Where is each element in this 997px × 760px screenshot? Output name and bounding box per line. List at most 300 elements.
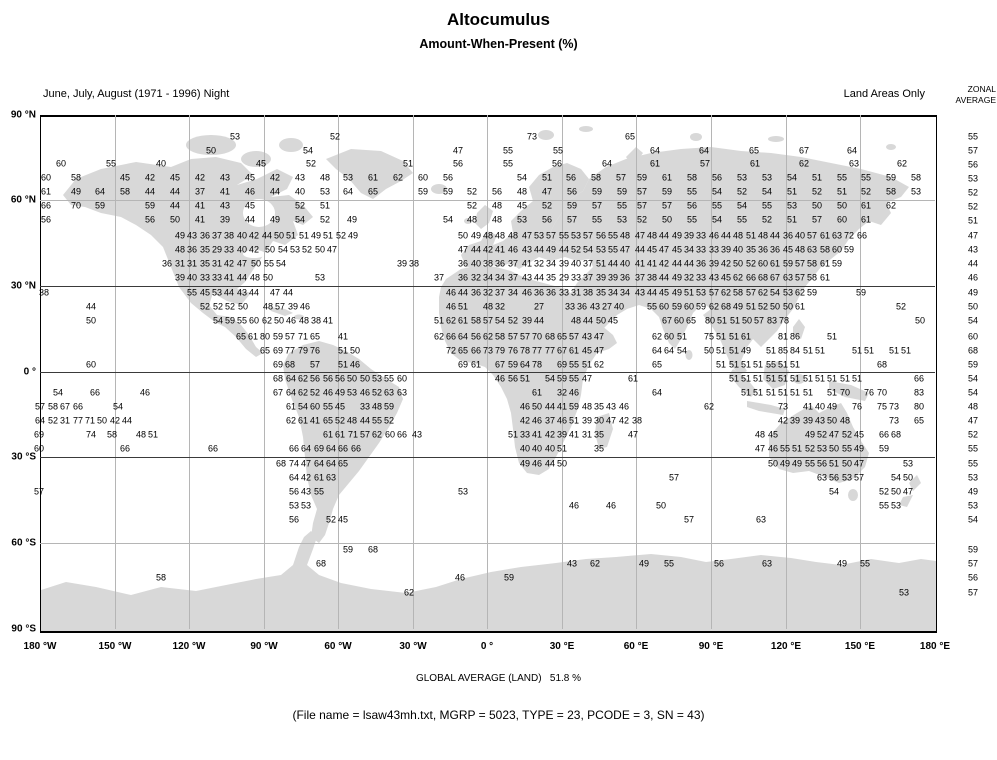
grid-value: 63 [325, 472, 337, 483]
grid-value: 51 [752, 373, 764, 384]
grid-value: 55 [765, 359, 777, 370]
grid-value: 68 [757, 272, 769, 283]
grid-value: 50 [655, 500, 667, 511]
grid-value: 55 [736, 214, 748, 225]
grid-value: 40 [814, 401, 826, 412]
grid-value: 49 [779, 458, 791, 469]
grid-value: 57 [309, 359, 321, 370]
grid-value: 56 [541, 214, 553, 225]
grid-value: 61 [819, 258, 831, 269]
grid-value: 66 [350, 443, 362, 454]
grid-value: 60 [55, 158, 67, 169]
grid-value: 65 [457, 345, 469, 356]
grid-value: 64 [94, 186, 106, 197]
grid-value: 56 [686, 200, 698, 211]
grid-value: 77 [72, 415, 84, 426]
grid-value: 46 [285, 315, 297, 326]
grid-value: 53 [289, 244, 301, 255]
grid-value: 42 [519, 415, 531, 426]
grid-value: 54 [544, 373, 556, 384]
grid-value: 52 [301, 244, 313, 255]
grid-value: 59 [661, 186, 673, 197]
grid-value: 38 [38, 287, 50, 298]
grid-value: 55 [878, 500, 890, 511]
grid-value: 35 [593, 443, 605, 454]
grid-value: 48 [839, 415, 851, 426]
grid-value: 54 [442, 214, 454, 225]
grid-value: 32 [556, 387, 568, 398]
grid-value: 53 [841, 472, 853, 483]
grid-value: 39 [558, 258, 570, 269]
grid-value: 70 [531, 331, 543, 342]
grid-value: 54 [302, 145, 314, 156]
grid-value: 51 [507, 429, 519, 440]
grid-value: 45 [255, 158, 267, 169]
grid-value: 48 [619, 230, 631, 241]
grid-value: 37 [582, 272, 594, 283]
grid-value: 59 [507, 359, 519, 370]
grid-value: 58 [470, 315, 482, 326]
grid-value: 72 [843, 230, 855, 241]
grid-value: 47 [593, 331, 605, 342]
grid-value: 68 [544, 331, 556, 342]
tasmania [848, 489, 858, 501]
grid-value: 49 [804, 429, 816, 440]
grid-value: 44 [646, 287, 658, 298]
grid-value: 50 [836, 200, 848, 211]
grid-value: 50 [782, 301, 794, 312]
grid-value: 51 [900, 345, 912, 356]
zonal-average-value: 57 [967, 145, 978, 156]
grid-value: 49 [791, 458, 803, 469]
grid-value: 29 [558, 272, 570, 283]
grid-value: 51 [765, 373, 777, 384]
grid-value: 48 [507, 230, 519, 241]
grid-value: 46 [605, 500, 617, 511]
grid-value: 62 [297, 387, 309, 398]
grid-value: 44 [658, 230, 670, 241]
grid-value: 47 [300, 458, 312, 469]
grid-value: 55 [711, 200, 723, 211]
grid-value: 57 [34, 401, 46, 412]
grid-value: 33 [695, 272, 707, 283]
grid-value: 65 [337, 458, 349, 469]
grid-value: 43 [411, 429, 423, 440]
grid-value: 52 [860, 186, 872, 197]
grid-value: 32 [683, 272, 695, 283]
grid-value: 61 [40, 186, 52, 197]
grid-value: 59 [806, 287, 818, 298]
grid-value: 50 [841, 458, 853, 469]
grid-value: 56 [470, 331, 482, 342]
grid-value: 40 [794, 230, 806, 241]
grid-value: 64 [285, 373, 297, 384]
grid-value: 47 [634, 230, 646, 241]
grid-value: 59 [878, 443, 890, 454]
grid-value: 60 [831, 244, 843, 255]
grid-value: 64 [651, 345, 663, 356]
grid-value: 51 [863, 345, 875, 356]
grid-value: 54 [711, 214, 723, 225]
grid-value: 33 [519, 429, 531, 440]
grid-value: 57 [274, 301, 286, 312]
grid-value: 65 [309, 331, 321, 342]
grid-value: 51 [683, 287, 695, 298]
longitude-tick-label: 90 °E [698, 641, 724, 652]
grid-value: 59 [695, 301, 707, 312]
grid-value: 64 [325, 458, 337, 469]
grid-value: 83 [913, 387, 925, 398]
grid-value: 37 [507, 258, 519, 269]
grid-value: 50 [914, 315, 926, 326]
grid-value: 51 [457, 301, 469, 312]
grid-value: 58 [70, 172, 82, 183]
grid-value: 51 [676, 331, 688, 342]
grid-value: 51 [740, 387, 752, 398]
grid-value: 33 [708, 244, 720, 255]
grid-value: 58 [106, 429, 118, 440]
grid-value: 52 [305, 158, 317, 169]
grid-value: 50 [237, 301, 249, 312]
grid-value: 57 [591, 200, 603, 211]
grid-value: 57 [284, 331, 296, 342]
grid-value: 37 [433, 272, 445, 283]
grid-value: 49 [732, 301, 744, 312]
grid-value: 56 [40, 214, 52, 225]
grid-value: 52 [816, 429, 828, 440]
grid-value: 38 [631, 415, 643, 426]
grid-value: 59 [342, 544, 354, 555]
grid-value: 63 [755, 514, 767, 525]
grid-value: 44 [144, 186, 156, 197]
grid-value: 42 [269, 172, 281, 183]
grid-value: 62 [371, 429, 383, 440]
grid-value: 51 [519, 373, 531, 384]
grid-value: 64 [649, 145, 661, 156]
grid-value: 49 [545, 244, 557, 255]
grid-value: 48 [491, 200, 503, 211]
grid-value: 31 [211, 258, 223, 269]
grid-value: 55 [105, 158, 117, 169]
grid-value: 36 [533, 287, 545, 298]
zonal-average-value: 54 [967, 387, 978, 398]
grid-value: 61 [819, 230, 831, 241]
grid-value: 69 [457, 359, 469, 370]
grid-value: 40 [236, 244, 248, 255]
grid-value: 61 [627, 373, 639, 384]
grid-value: 52 [47, 415, 59, 426]
grid-value: 52 [745, 258, 757, 269]
grid-value: 50 [169, 214, 181, 225]
grid-value: 50 [890, 486, 902, 497]
grid-value: 46 [299, 301, 311, 312]
grid-value: 44 [223, 287, 235, 298]
grid-value: 49 [638, 558, 650, 569]
grid-value: 48 [570, 315, 582, 326]
zonal-average-value: 43 [967, 244, 978, 255]
grid-value: 61 [661, 172, 673, 183]
longitude-tick-label: 120 °E [770, 641, 802, 652]
grid-value: 49 [826, 401, 838, 412]
grid-value: 29 [211, 244, 223, 255]
grid-value: 60 [658, 301, 670, 312]
grid-value: 47 [521, 230, 533, 241]
grid-value: 58 [732, 287, 744, 298]
grid-value: 44 [720, 230, 732, 241]
grid-value: 51 [851, 373, 863, 384]
grid-value: 57 [545, 230, 557, 241]
grid-value: 43 [634, 287, 646, 298]
grid-value: 50 [264, 244, 276, 255]
grid-value: 51 [433, 315, 445, 326]
grid-value: 58 [590, 172, 602, 183]
grid-value: 64 [651, 387, 663, 398]
grid-value: 51 [337, 359, 349, 370]
zonal-header-line1: ZONAL [967, 84, 996, 94]
grid-value: 73 [526, 131, 538, 142]
grid-value: 53 [902, 458, 914, 469]
grid-value: 66 [878, 429, 890, 440]
zonal-average-header [936, 84, 996, 106]
grid-value: 58 [686, 172, 698, 183]
grid-value: 44 [121, 415, 133, 426]
grid-value: 76 [851, 401, 863, 412]
grid-value: 52 [334, 415, 346, 426]
grid-value: 68 [275, 458, 287, 469]
grid-value: 54 [676, 345, 688, 356]
grid-value: 44 [470, 244, 482, 255]
grid-value: 52 [895, 301, 907, 312]
grid-value: 50 [741, 315, 753, 326]
grid-value: 48 [174, 244, 186, 255]
grid-value: 62 [593, 359, 605, 370]
grid-value: 59 [616, 186, 628, 197]
grid-value: 83 [766, 315, 778, 326]
grid-value: 51 [752, 359, 764, 370]
grid-value: 59 [782, 258, 794, 269]
grid-value: 51 [777, 387, 789, 398]
grid-value: 43 [521, 244, 533, 255]
grid-value: 47 [619, 244, 631, 255]
grid-value: 49 [269, 214, 281, 225]
grid-value: 57 [615, 172, 627, 183]
grid-value: 57 [853, 472, 865, 483]
grid-value: 64 [313, 458, 325, 469]
grid-value: 59 [591, 186, 603, 197]
grid-value: 48 [466, 214, 478, 225]
grid-value: 40 [294, 186, 306, 197]
grid-value: 51 [581, 359, 593, 370]
grid-value: 62 [285, 415, 297, 426]
grid-value: 38 [310, 315, 322, 326]
grid-value: 44 [671, 258, 683, 269]
land-british-isles [475, 205, 493, 229]
grid-value: 54 [736, 200, 748, 211]
grid-value: 61 [860, 214, 872, 225]
grid-value: 78 [519, 345, 531, 356]
grid-value: 77 [544, 345, 556, 356]
grid-value: 57 [661, 200, 673, 211]
grid-value: 57 [668, 472, 680, 483]
grid-value: 52 [466, 186, 478, 197]
grid-value: 43 [294, 172, 306, 183]
grid-value: 55 [502, 158, 514, 169]
grid-value: 37 [507, 272, 519, 283]
grid-value: 57 [708, 287, 720, 298]
grid-value: 70 [876, 387, 888, 398]
grid-value: 58 [119, 186, 131, 197]
grid-value: 52 [199, 301, 211, 312]
grid-value: 48 [135, 429, 147, 440]
grid-value: 63 [383, 387, 395, 398]
grid-value: 59 [566, 200, 578, 211]
grid-value: 31 [581, 429, 593, 440]
grid-value: 56 [566, 186, 578, 197]
grid-value: 66 [745, 272, 757, 283]
grid-value: 52 [804, 443, 816, 454]
zonal-average-value: 54 [967, 514, 978, 525]
grid-value: 65 [685, 315, 697, 326]
grid-value: 46 [618, 401, 630, 412]
grid-value: 42 [109, 415, 121, 426]
grid-value: 64 [663, 345, 675, 356]
grid-value: 49 [346, 214, 358, 225]
grid-value: 38 [408, 258, 420, 269]
grid-value: 41 [309, 415, 321, 426]
grid-value: 40 [519, 443, 531, 454]
grid-value: 85 [777, 345, 789, 356]
grid-value: 54 [582, 244, 594, 255]
grid-value: 51 [740, 373, 752, 384]
grid-value: 50 [828, 443, 840, 454]
grid-value: 50 [205, 145, 217, 156]
grid-value: 58 [885, 186, 897, 197]
grid-value: 51 [802, 373, 814, 384]
grid-value: 57 [745, 287, 757, 298]
grid-value: 66 [337, 443, 349, 454]
grid-value: 54 [297, 401, 309, 412]
grid-value: 55 [686, 214, 698, 225]
zonal-average-value: 51 [967, 215, 978, 226]
parallel-line [40, 372, 935, 373]
grid-value: 46 [507, 244, 519, 255]
grid-value: 61 [749, 158, 761, 169]
zonal-average-value: 52 [967, 201, 978, 212]
grid-value: 50 [703, 345, 715, 356]
grid-value: 41 [337, 331, 349, 342]
grid-value: 47 [236, 258, 248, 269]
grid-value: 48 [491, 214, 503, 225]
grid-value: 51 [811, 172, 823, 183]
grid-value: 38 [223, 230, 235, 241]
grid-value: 51 [888, 345, 900, 356]
grid-value: 67 [769, 272, 781, 283]
grid-value: 33 [223, 244, 235, 255]
grid-value: 49 [70, 186, 82, 197]
grid-value: 42 [658, 258, 670, 269]
grid-value: 64 [698, 145, 710, 156]
grid-value: 53 [761, 172, 773, 183]
zonal-average-value: 50 [967, 301, 978, 312]
grid-value: 65 [624, 131, 636, 142]
grid-value: 51 [715, 359, 727, 370]
grid-value: 53 [457, 486, 469, 497]
zonal-average-value: 55 [967, 443, 978, 454]
grid-value: 54 [52, 387, 64, 398]
grid-value: 56 [565, 172, 577, 183]
grid-value: 73 [888, 401, 900, 412]
grid-value: 67 [272, 387, 284, 398]
grid-value: 72 [445, 345, 457, 356]
grid-value: 41 [194, 214, 206, 225]
grid-value: 46 [322, 387, 334, 398]
grid-value: 42 [482, 244, 494, 255]
grid-value: 48 [646, 230, 658, 241]
grid-value: 37 [494, 287, 506, 298]
grid-value: 43 [708, 272, 720, 283]
grid-value: 35 [593, 429, 605, 440]
land-areas-label: Land Areas Only [843, 88, 925, 100]
grid-value: 57 [507, 331, 519, 342]
grid-value: 50 [273, 230, 285, 241]
grid-value: 50 [85, 315, 97, 326]
grid-value: 52 [319, 214, 331, 225]
grid-value: 51 [839, 373, 851, 384]
grid-value: 61 [285, 401, 297, 412]
grid-value: 62 [297, 373, 309, 384]
grid-value: 44 [457, 287, 469, 298]
grid-value: 62 [885, 200, 897, 211]
grid-value: 57 [566, 214, 578, 225]
grid-value: 75 [876, 401, 888, 412]
grid-value: 59 [417, 186, 429, 197]
grid-value: 42 [144, 172, 156, 183]
grid-value: 47 [452, 145, 464, 156]
zonal-average-value: 57 [967, 558, 978, 569]
grid-value: 84 [789, 345, 801, 356]
grid-value: 51 [786, 186, 798, 197]
grid-value: 65 [556, 331, 568, 342]
grid-value: 58 [806, 258, 818, 269]
grid-value: 52 [309, 387, 321, 398]
grid-value: 49 [671, 230, 683, 241]
grid-value: 61 [568, 345, 580, 356]
grid-value: 44 [169, 186, 181, 197]
grid-value: 50 [732, 258, 744, 269]
grid-value: 56 [288, 486, 300, 497]
grid-value: 57 [636, 186, 648, 197]
grid-value: 56 [551, 158, 563, 169]
grid-value: 58 [819, 244, 831, 255]
grid-value: 61 [322, 429, 334, 440]
grid-value: 47 [326, 244, 338, 255]
grid-value: 40 [732, 244, 744, 255]
grid-value: 51 [765, 387, 777, 398]
grid-value: 55 [263, 258, 275, 269]
grid-value: 68 [876, 359, 888, 370]
grid-value: 42 [777, 415, 789, 426]
grid-value: 46 [445, 287, 457, 298]
grid-value: 65 [367, 186, 379, 197]
grid-value: 47 [627, 429, 639, 440]
grid-value: 54 [828, 486, 840, 497]
grid-value: 41 [219, 186, 231, 197]
grid-value: 64 [519, 359, 531, 370]
grid-value: 66 [856, 230, 868, 241]
grid-value: 60 [673, 315, 685, 326]
grid-value: 36 [545, 287, 557, 298]
grid-value: 44 [658, 272, 670, 283]
